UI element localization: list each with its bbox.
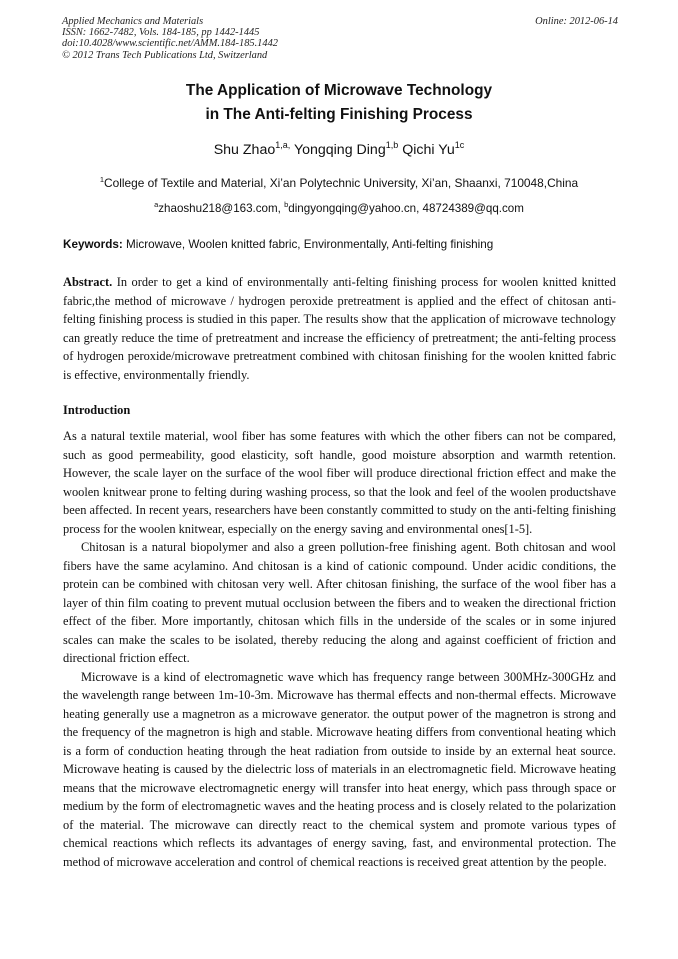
author-emails bbox=[0, 200, 678, 215]
author-sup: 1,b bbox=[385, 140, 399, 150]
keywords-text: Microwave, Woolen knitted fabric, Environmentally, Anti-felting finishing bbox=[122, 238, 494, 251]
keywords-label: Keywords: bbox=[63, 238, 123, 251]
email-a-sup: a bbox=[154, 200, 159, 209]
paragraph: As a natural textile material, wool fiber has some features with which the other fibers can not be compared, such as good permeability, good elasticity, soft handle, good moisture absorption and warmth retention. However, the scale layer on the surface of the wool fiber will produce directional friction effect and make the woolen knitwear prone to felting during washing process, so that the look and feel of the woolen productshave been affected. In recent years, researchers have been constantly committed to study on the anti-felting finishing process for the woolen knitwear, especially on the energy saving and environmental ones[1-5]. bbox=[63, 429, 616, 536]
section-heading-introduction: Introduction bbox=[63, 403, 131, 417]
journal-copyright: © 2012 Trans Tech Publications Ltd, Switzerland bbox=[62, 49, 268, 61]
abstract-label: Abstract. bbox=[63, 275, 113, 289]
paragraph: Microwave is a kind of electromagnetic wave which has frequency range between 300MHz-300GHz and the wavelength range between 1m-10-3m. Microwave has thermal effects and non-thermal effects. Microwave heating generally use a magnetron as a microwave generator. the output power of the magnetron is strong and the frequency of the magnetron is high and stable. Microwave heating differs from conventional heating which is a form of conduction heating through the heat radiation from outside to inside by an external heat source. Microwave heating is caused by the dielectric loss of materials in an electromagnetic field. Microwave heating means that the microwave electromagnetic energy will transfer into heat energy, which pass through space or medium by the form of electromagnetic waves and the heating process and is closely related to the polarization of the material. The microwave can directly react to the chemical system and promote various types of chemical reactions which reflects its advantages of energy saving, fast, and environmental protection. The method of microwave acceleration and control of chemical reactions is received great attention by the people. bbox=[63, 669, 616, 869]
introduction-body bbox=[63, 427, 616, 871]
journal-doi: doi:10.4028/www.scientific.net/AMM.184-185.1442 bbox=[62, 38, 278, 50]
author-name: Shu Zhao bbox=[213, 142, 276, 158]
journal-issn: ISSN: 1662-7482, Vols. 184-185, pp 1442-1445 bbox=[62, 27, 260, 39]
author-name: Yongqing Ding bbox=[293, 142, 386, 158]
online-date: Online: 2012-06-14 bbox=[535, 16, 618, 27]
author-sup: 1,a, bbox=[275, 140, 291, 150]
affiliation-sup: 1 bbox=[99, 175, 105, 184]
author-list bbox=[0, 140, 678, 158]
email-b-sup: b bbox=[284, 200, 289, 209]
affiliation-text: College of Textile and Material, Xi’an Polytechnic University, Xi’an, Shaanxi, 710048,China bbox=[104, 176, 579, 190]
journal-name: Applied Mechanics and Materials bbox=[62, 16, 204, 27]
abstract-text: In order to get a kind of environmentally anti-felting finishing process for woolen knitted knitted fabric,the method of microwave / hydrogen peroxide pretreatment is applied and the effect of chitosan anti-felting finishing process is studied in this paper. The results show that the application of microwave technology can greatly reduce the time of pretreatment and increase the efficiency of pretreatment; the anti-felting process of hydrogen peroxide/microwave pretreatment combined with chitosan finishing for the woolen knitted fabric is effective, environmentally friendly. bbox=[63, 275, 616, 382]
paper-title-line-1: The Application of Microwave Technology bbox=[185, 82, 493, 99]
email-b: dingyongqing@yahoo.cn, 48724389@qq.com bbox=[288, 202, 524, 215]
keywords bbox=[63, 238, 619, 251]
journal-header bbox=[62, 16, 618, 61]
affiliation bbox=[0, 175, 678, 190]
email-a: zhaoshu218@163.com, bbox=[158, 202, 285, 215]
abstract bbox=[63, 273, 616, 384]
paragraph: Chitosan is a natural biopolymer and also a green pollution-free finishing agent. Both chitosan and wool fibers have the same acylamino. And chitosan is a kind of cationic compound. Under acidic conditions, the protein can be combined with chitosan very well. After chitosan finishing, the surface of the wool fiber has a layer of thin film coating to prevent mutual occlusion between the fibers and to weaken the directional friction effect of the fiber. More importantly, chitosan which fills in the underside of the scales or in some injured scales can make the scales to be isolated, thereby reducing the along and against coefficient of friction and directional friction effect. bbox=[63, 540, 616, 665]
author-name: Qichi Yu bbox=[402, 142, 455, 158]
paper-title-line-2: in The Anti-felting Finishing Process bbox=[205, 106, 473, 123]
author-sup: 1c bbox=[454, 140, 465, 150]
